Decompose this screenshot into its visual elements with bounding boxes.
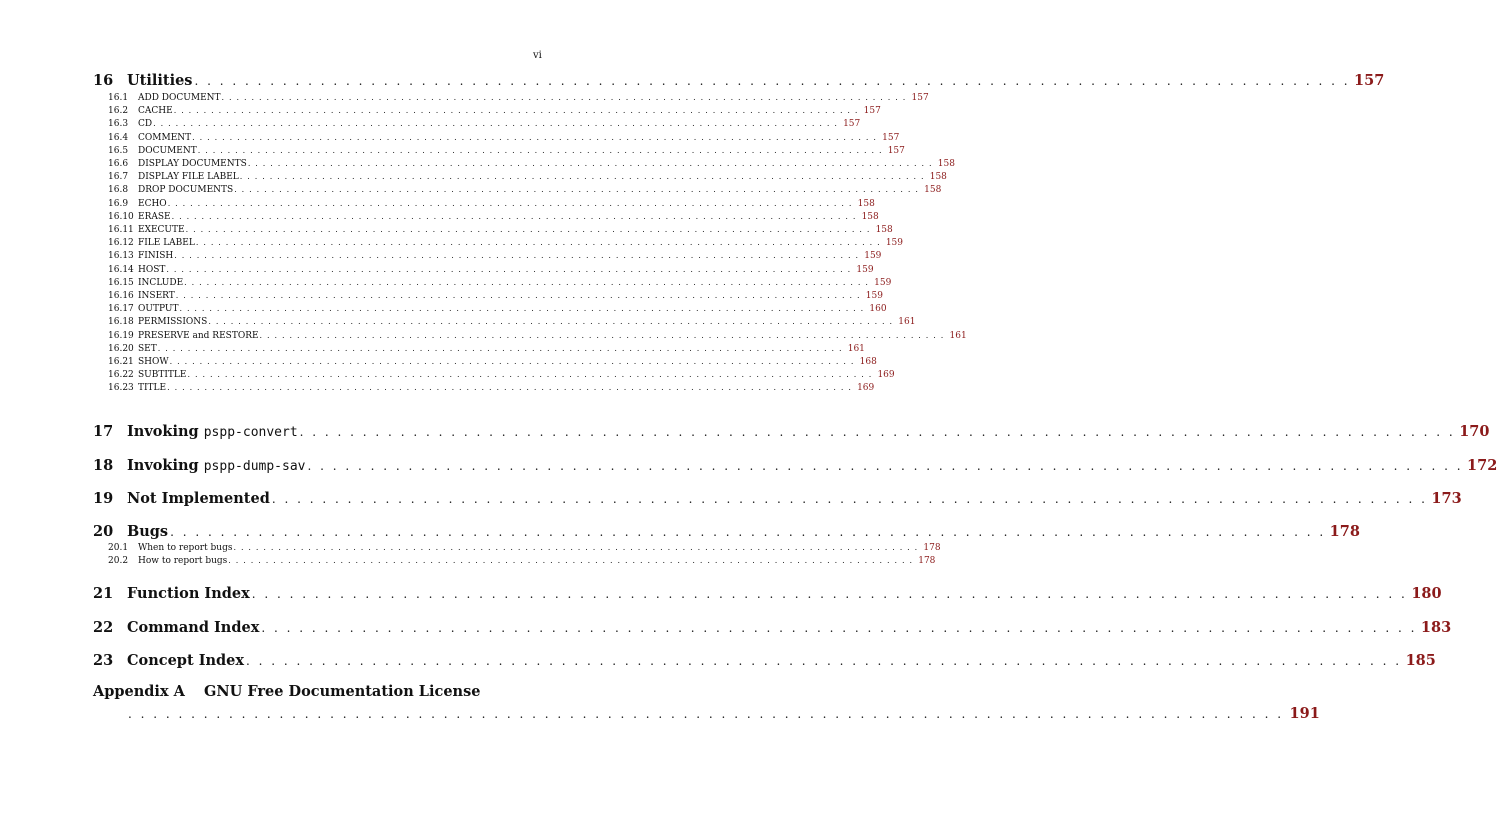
dot-leader: . . . . . . . . . . . . . . . . . . . . . . . . . . . . . . . . . . . . . . . . . . . . . . . . . . . . . . . . . . . . . . . . . . . . . . . . . . . . . . . . . . . . . . . . . . . . (166, 264, 852, 274)
dot-leader: . . . . . . . . . . . . . . . . . . . . . . . . . . . . . . . . . . . . . . . . . . . . . . . . . . . . . . . . . . . . . . . . . . . . . . . . . . . . . . . . . . . . . . . . . . . . (185, 225, 871, 234)
appendix-title: GNU Free Documentation License (204, 683, 481, 700)
dot-leader: . . . . . . . . . . . . . . . . . . . . . . . . . . . . . . . . . . . . . . . . . . . . . . . . . . . . . . . . . . . . . . . . . . . . . . . . . . . . . . . . . . . . . . . . . . . . (128, 707, 1284, 721)
section-page: 157 (843, 119, 861, 130)
section-title: ADD DOCUMENT (138, 93, 221, 103)
section-page: 157 (887, 145, 905, 156)
section-page: 158 (861, 211, 879, 222)
dot-leader: . . . . . . . . . . . . . . . . . . . . . . . . . . . . . . . . . . . . . . . . . . . . . . . . . . . . . . . . . . . . . . . . . . . . . . . . . . . . . . . . . . . . . . . . . . . . (170, 525, 1326, 539)
section-title: DOCUMENT (138, 145, 197, 156)
section-number: 16.5 (108, 145, 129, 156)
toc-appendix-a[interactable] (93, 683, 480, 700)
section-page: 161 (949, 330, 967, 341)
section-page: 158 (929, 172, 947, 183)
section-title: ERASE (138, 211, 171, 222)
section-title: FILE LABEL (138, 238, 195, 249)
chapter-title (127, 423, 298, 440)
toc-section-row[interactable] (108, 93, 929, 106)
dot-leader: . . . . . . . . . . . . . . . . . . . . . . . . . . . . . . . . . . . . . . . . . . . . . . . . . . . . . . . . . . . . . . . . . . . . . . . . . . . . . . . . . . . . . . . . . . . . (271, 492, 1428, 506)
section-page: 160 (869, 304, 887, 315)
chapter-number: 20 (93, 523, 114, 540)
section-number: 16.17 (108, 304, 134, 315)
chapter-title: Utilities (127, 72, 193, 89)
dot-leader: . . . . . . . . . . . . . . . . . . . . . . . . . . . . . . . . . . . . . . . . . . . . . . . . . . . . . . . . . . . . . . . . . . . . . . . . . . . . . . . . . . . . . . . . . . . . (251, 587, 1408, 601)
toc-section-row[interactable] (108, 317, 916, 330)
appendix-page: 191 (1289, 705, 1320, 722)
toc-section-row[interactable] (108, 172, 947, 185)
toc-section-row[interactable] (108, 543, 941, 556)
toc-section-row[interactable] (108, 556, 936, 569)
section-title: CACHE (138, 106, 173, 117)
section-title: CD (138, 119, 153, 130)
dot-leader: . . . . . . . . . . . . . . . . . . . . . . . . . . . . . . . . . . . . . . . . . . . . . . . . . . . . . . . . . . . . . . . . . . . . . . . . . . . . . . . . . . . . . . . . . . . . (187, 370, 873, 380)
section-page: 161 (847, 343, 865, 354)
section-page: 159 (864, 251, 882, 262)
section-page: 168 (859, 357, 877, 367)
appendix-label: Appendix A (93, 683, 185, 700)
section-number: 16.12 (108, 238, 134, 249)
toc-section-row[interactable] (108, 343, 865, 357)
toc-appendix-a-leader[interactable] (128, 705, 1320, 723)
section-page: 158 (937, 159, 955, 169)
chapter-page: 157 (1354, 72, 1385, 89)
section-number: 16.23 (108, 383, 134, 394)
section-page: 178 (918, 556, 936, 567)
section-title: FINISH (138, 251, 174, 262)
section-title: PRESERVE and RESTORE (138, 330, 259, 341)
chapter-number: 23 (93, 652, 114, 669)
dot-leader: . . . . . . . . . . . . . . . . . . . . . . . . . . . . . . . . . . . . . . . . . . . . . . . . . . . . . . . . . . . . . . . . . . . . . . . . . . . . . . . . . . . . . . . . . . . . (228, 556, 914, 566)
toc-section-row[interactable] (108, 264, 874, 278)
toc-section-row[interactable] (108, 211, 879, 225)
chapter-page: 180 (1411, 585, 1442, 602)
section-number: 20.1 (108, 543, 129, 553)
section-number: 16.8 (108, 185, 129, 196)
section-page: 158 (924, 185, 942, 196)
toc-chapter-19[interactable] (93, 490, 1462, 508)
section-title: EXECUTE (138, 225, 185, 235)
chapter-title-prefix: Invoking (127, 423, 199, 440)
dot-leader: . . . . . . . . . . . . . . . . . . . . . . . . . . . . . . . . . . . . . . . . . . . . . . . . . . . . . . . . . . . . . . . . . . . . . . . . . . . . . . . . . . . . . . . . . . . . (179, 304, 865, 314)
section-title: DROP DOCUMENTS (138, 185, 234, 196)
dot-leader: . . . . . . . . . . . . . . . . . . . . . . . . . . . . . . . . . . . . . . . . . . . . . . . . . . . . . . . . . . . . . . . . . . . . . . . . . . . . . . . . . . . . . . . . . . . . (184, 277, 870, 287)
section-page: 158 (875, 225, 893, 235)
chapter-number: 18 (93, 457, 114, 474)
section-number: 16.21 (108, 357, 134, 367)
section-number: 16.15 (108, 277, 134, 288)
section-page: 159 (865, 291, 883, 301)
toc-section-row[interactable] (108, 119, 861, 132)
toc-section-row[interactable] (108, 383, 875, 396)
toc-section-row[interactable] (108, 225, 893, 238)
section-title: COMMENT (138, 132, 192, 143)
dot-leader: . . . . . . . . . . . . . . . . . . . . . . . . . . . . . . . . . . . . . . . . . . . . . . . . . . . . . . . . . . . . . . . . . . . . . . . . . . . . . . . . . . . . . . . . . . . . (208, 317, 894, 327)
chapter-title-code: pspp-convert (203, 425, 298, 440)
section-page: 157 (911, 93, 929, 103)
toc-section-row[interactable] (108, 277, 892, 291)
chapter-page: 170 (1459, 423, 1490, 440)
dot-leader: . . . . . . . . . . . . . . . . . . . . . . . . . . . . . . . . . . . . . . . . . . . . . . . . . . . . . . . . . . . . . . . . . . . . . . . . . . . . . . . . . . . . . . . . . . . . (194, 74, 1351, 88)
section-title: SHOW (138, 357, 169, 367)
toc-chapter-17[interactable] (93, 423, 1490, 441)
chapter-page: 185 (1405, 652, 1436, 669)
section-title: OUTPUT (138, 304, 179, 315)
dot-leader: . . . . . . . . . . . . . . . . . . . . . . . . . . . . . . . . . . . . . . . . . . . . . . . . . . . . . . . . . . . . . . . . . . . . . . . . . . . . . . . . . . . . . . . . . . . . (167, 198, 853, 208)
section-page: 178 (923, 543, 941, 553)
dot-leader: . . . . . . . . . . . . . . . . . . . . . . . . . . . . . . . . . . . . . . . . . . . . . . . . . . . . . . . . . . . . . . . . . . . . . . . . . . . . . . . . . . . . . . . . . . . . (169, 357, 855, 366)
chapter-page: 172 (1467, 457, 1497, 474)
toc-chapter-23[interactable] (93, 652, 1436, 670)
section-page: 159 (856, 264, 874, 275)
toc-chapter-16[interactable] (93, 72, 1385, 90)
section-number: 16.13 (108, 251, 134, 262)
toc-section-row[interactable] (108, 238, 903, 251)
chapter-page: 178 (1329, 523, 1360, 540)
dot-leader: . . . . . . . . . . . . . . . . . . . . . . . . . . . . . . . . . . . . . . . . . . . . . . . . . . . . . . . . . . . . . . . . . . . . . . . . . . . . . . . . . . . . . . . . . . . . (221, 93, 907, 102)
chapter-page: 183 (1420, 619, 1452, 636)
dot-leader: . . . . . . . . . . . . . . . . . . . . . . . . . . . . . . . . . . . . . . . . . . . . . . . . . . . . . . . . . . . . . . . . . . . . . . . . . . . . . . . . . . . . . . . . . . . . (195, 238, 881, 248)
toc-section-row[interactable] (108, 357, 877, 370)
section-number: 16.16 (108, 291, 134, 301)
toc-chapter-18[interactable] (93, 457, 1497, 475)
chapter-number: 22 (93, 619, 114, 636)
section-number: 16.14 (108, 264, 134, 275)
section-number: 16.4 (108, 132, 129, 143)
section-number: 16.9 (108, 198, 129, 209)
toc-section-row[interactable] (108, 106, 881, 119)
toc-section-row[interactable] (108, 132, 900, 146)
section-number: 16.3 (108, 119, 129, 130)
section-number: 16.22 (108, 370, 134, 381)
section-title: ECHO (138, 198, 167, 209)
section-number: 20.2 (108, 556, 129, 567)
section-page: 157 (863, 106, 881, 117)
section-title: INCLUDE (138, 277, 184, 288)
section-title: When to report bugs (138, 543, 233, 553)
section-title: DISPLAY DOCUMENTS (138, 159, 247, 169)
section-title: SUBTITLE (138, 370, 187, 381)
section-page: 169 (877, 370, 895, 381)
toc-section-row[interactable] (108, 251, 882, 264)
dot-leader: . . . . . . . . . . . . . . . . . . . . . . . . . . . . . . . . . . . . . . . . . . . . . . . . . . . . . . . . . . . . . . . . . . . . . . . . . . . . . . . . . . . . . . . . . . . . (175, 291, 861, 300)
page-number: vi (533, 50, 542, 61)
section-title: PERMISSIONS (138, 317, 208, 328)
dot-leader: . . . . . . . . . . . . . . . . . . . . . . . . . . . . . . . . . . . . . . . . . . . . . . . . . . . . . . . . . . . . . . . . . . . . . . . . . . . . . . . . . . . . . . . . . . . . (239, 172, 925, 182)
section-title: HOST (138, 264, 166, 275)
toc-section-row[interactable] (108, 370, 895, 383)
toc-section-row[interactable] (108, 185, 942, 198)
toc-section-row[interactable] (108, 159, 955, 172)
section-title: TITLE (138, 383, 167, 394)
section-number: 16.6 (108, 159, 129, 169)
section-page: 161 (898, 317, 916, 328)
dot-leader: . . . . . . . . . . . . . . . . . . . . . . . . . . . . . . . . . . . . . . . . . . . . . . . . . . . . . . . . . . . . . . . . . . . . . . . . . . . . . . . . . . . . . . . . . . . . (153, 119, 839, 129)
section-number: 16.18 (108, 317, 134, 328)
dot-leader: . . . . . . . . . . . . . . . . . . . . . . . . . . . . . . . . . . . . . . . . . . . . . . . . . . . . . . . . . . . . . . . . . . . . . . . . . . . . . . . . . . . . . . . . . . . . (299, 425, 1456, 439)
toc-chapter-22[interactable] (93, 619, 1452, 637)
dot-leader: . . . . . . . . . . . . . . . . . . . . . . . . . . . . . . . . . . . . . . . . . . . . . . . . . . . . . . . . . . . . . . . . . . . . . . . . . . . . . . . . . . . . . . . . . . . . (171, 211, 857, 221)
chapter-title: Function Index (127, 585, 250, 602)
chapter-title: Bugs (127, 523, 169, 540)
dot-leader: . . . . . . . . . . . . . . . . . . . . . . . . . . . . . . . . . . . . . . . . . . . . . . . . . . . . . . . . . . . . . . . . . . . . . . . . . . . . . . . . . . . . . . . . . . . . (174, 251, 860, 261)
dot-leader: . . . . . . . . . . . . . . . . . . . . . . . . . . . . . . . . . . . . . . . . . . . . . . . . . . . . . . . . . . . . . . . . . . . . . . . . . . . . . . . . . . . . . . . . . . . . (233, 543, 919, 552)
toc-section-row[interactable] (108, 304, 887, 317)
dot-leader: . . . . . . . . . . . . . . . . . . . . . . . . . . . . . . . . . . . . . . . . . . . . . . . . . . . . . . . . . . . . . . . . . . . . . . . . . . . . . . . . . . . . . . . . . . . . (234, 185, 920, 195)
section-page: 157 (882, 132, 900, 143)
dot-leader: . . . . . . . . . . . . . . . . . . . . . . . . . . . . . . . . . . . . . . . . . . . . . . . . . . . . . . . . . . . . . . . . . . . . . . . . . . . . . . . . . . . . . . . . . . . . (197, 145, 883, 155)
dot-leader: . . . . . . . . . . . . . . . . . . . . . . . . . . . . . . . . . . . . . . . . . . . . . . . . . . . . . . . . . . . . . . . . . . . . . . . . . . . . . . . . . . . . . . . . . . . . (192, 132, 878, 142)
dot-leader: . . . . . . . . . . . . . . . . . . . . . . . . . . . . . . . . . . . . . . . . . . . . . . . . . . . . . . . . . . . . . . . . . . . . . . . . . . . . . . . . . . . . . . . . . . . . (157, 343, 843, 353)
toc-chapter-20[interactable] (93, 523, 1360, 541)
section-page: 159 (874, 277, 892, 288)
chapter-title (127, 457, 305, 474)
dot-leader: . . . . . . . . . . . . . . . . . . . . . . . . . . . . . . . . . . . . . . . . . . . . . . . . . . . . . . . . . . . . . . . . . . . . . . . . . . . . . . . . . . . . . . . . . . . . (173, 106, 859, 116)
toc-section-row[interactable] (108, 145, 905, 159)
chapter-page: 173 (1431, 490, 1462, 507)
section-page: 159 (885, 238, 903, 249)
chapter-title: Command Index (127, 619, 260, 636)
toc-section-row[interactable] (108, 198, 875, 212)
dot-leader: . . . . . . . . . . . . . . . . . . . . . . . . . . . . . . . . . . . . . . . . . . . . . . . . . . . . . . . . . . . . . . . . . . . . . . . . . . . . . . . . . . . . . . . . . . . . (167, 383, 853, 393)
section-title: How to report bugs (138, 556, 228, 567)
toc-section-row[interactable] (108, 291, 883, 304)
dot-leader: . . . . . . . . . . . . . . . . . . . . . . . . . . . . . . . . . . . . . . . . . . . . . . . . . . . . . . . . . . . . . . . . . . . . . . . . . . . . . . . . . . . . . . . . . . . . (259, 330, 945, 340)
section-title: SET (138, 343, 157, 354)
toc-section-row[interactable] (108, 330, 967, 344)
toc-chapter-21[interactable] (93, 585, 1442, 603)
chapter-title: Concept Index (127, 652, 245, 669)
section-title: INSERT (138, 291, 175, 301)
section-number: 16.1 (108, 93, 129, 103)
chapter-title-code: pspp-dump-sav (203, 459, 306, 474)
dot-leader: . . . . . . . . . . . . . . . . . . . . . . . . . . . . . . . . . . . . . . . . . . . . . . . . . . . . . . . . . . . . . . . . . . . . . . . . . . . . . . . . . . . . . . . . . . . . (307, 459, 1464, 473)
section-number: 16.10 (108, 211, 134, 222)
section-page: 158 (857, 198, 875, 209)
chapter-number: 16 (93, 72, 114, 89)
dot-leader: . . . . . . . . . . . . . . . . . . . . . . . . . . . . . . . . . . . . . . . . . . . . . . . . . . . . . . . . . . . . . . . . . . . . . . . . . . . . . . . . . . . . . . . . . . . . (246, 654, 1402, 668)
chapter-number: 17 (93, 423, 114, 440)
section-number: 16.7 (108, 172, 129, 183)
dot-leader: . . . . . . . . . . . . . . . . . . . . . . . . . . . . . . . . . . . . . . . . . . . . . . . . . . . . . . . . . . . . . . . . . . . . . . . . . . . . . . . . . . . . . . . . . . . . (247, 159, 933, 168)
section-title: DISPLAY FILE LABEL (138, 172, 239, 183)
section-number: 16.2 (108, 106, 129, 117)
section-number: 16.11 (108, 225, 134, 235)
section-number: 16.19 (108, 330, 134, 341)
chapter-title: Not Implemented (127, 490, 270, 507)
chapter-title-prefix: Invoking (127, 457, 199, 474)
chapter-number: 19 (93, 490, 114, 507)
dot-leader: . . . . . . . . . . . . . . . . . . . . . . . . . . . . . . . . . . . . . . . . . . . . . . . . . . . . . . . . . . . . . . . . . . . . . . . . . . . . . . . . . . . . . . . . . . . . (261, 621, 1417, 635)
chapter-number: 21 (93, 585, 114, 602)
section-number: 16.20 (108, 343, 134, 354)
section-page: 169 (857, 383, 875, 394)
